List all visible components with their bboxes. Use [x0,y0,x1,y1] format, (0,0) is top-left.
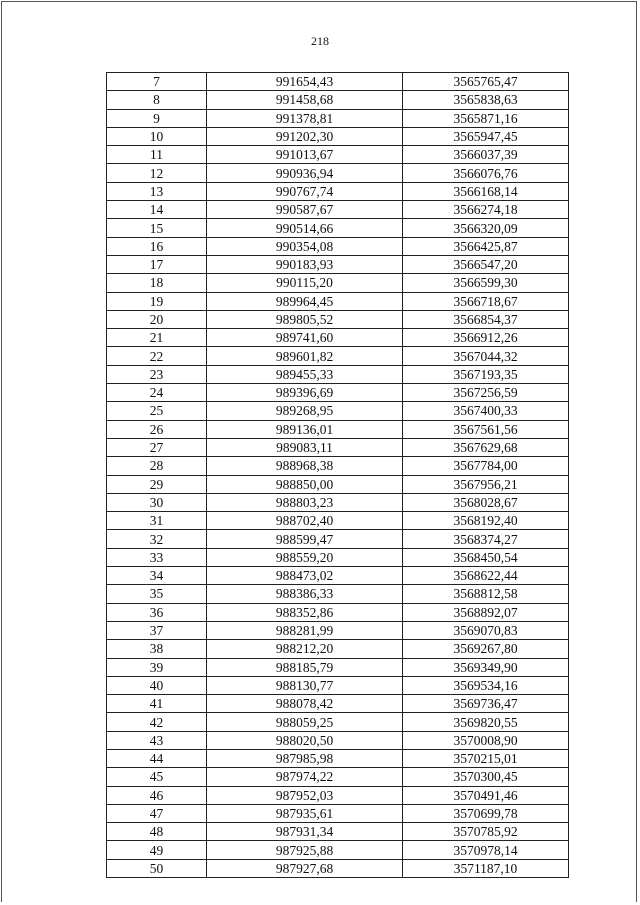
point-number-cell: 8 [107,91,207,109]
table-row [107,109,569,127]
table-row [107,475,569,493]
coordinates-table [106,72,569,878]
y-coordinate-cell: 3566037,39 [403,146,569,164]
table-row [107,310,569,328]
point-number-cell: 34 [107,567,207,585]
point-number-cell: 15 [107,219,207,237]
x-coordinate-cell: 989741,60 [207,329,403,347]
x-coordinate-cell: 988130,77 [207,676,403,694]
y-coordinate-cell: 3566168,14 [403,182,569,200]
point-number-cell: 23 [107,365,207,383]
table-row [107,402,569,420]
y-coordinate-cell: 3568192,40 [403,512,569,530]
point-number-cell: 26 [107,420,207,438]
y-coordinate-cell: 3569736,47 [403,695,569,713]
x-coordinate-cell: 989601,82 [207,347,403,365]
x-coordinate-cell: 988212,20 [207,640,403,658]
y-coordinate-cell: 3565765,47 [403,73,569,91]
point-number-cell: 41 [107,695,207,713]
y-coordinate-cell: 3569820,55 [403,713,569,731]
point-number-cell: 25 [107,402,207,420]
x-coordinate-cell: 987927,68 [207,859,403,877]
point-number-cell: 17 [107,255,207,273]
table-row [107,146,569,164]
y-coordinate-cell: 3565947,45 [403,127,569,145]
point-number-cell: 28 [107,457,207,475]
x-coordinate-cell: 990936,94 [207,164,403,182]
y-coordinate-cell: 3566599,30 [403,274,569,292]
y-coordinate-cell: 3567784,00 [403,457,569,475]
coordinates-table-body [107,73,569,878]
point-number-cell: 50 [107,859,207,877]
y-coordinate-cell: 3566076,76 [403,164,569,182]
y-coordinate-cell: 3571187,10 [403,859,569,877]
y-coordinate-cell: 3568450,54 [403,548,569,566]
point-number-cell: 35 [107,585,207,603]
x-coordinate-cell: 990115,20 [207,274,403,292]
point-number-cell: 37 [107,621,207,639]
x-coordinate-cell: 988185,79 [207,658,403,676]
point-number-cell: 31 [107,512,207,530]
y-coordinate-cell: 3568892,07 [403,603,569,621]
y-coordinate-cell: 3566912,26 [403,329,569,347]
x-coordinate-cell: 988702,40 [207,512,403,530]
table-row [107,91,569,109]
x-coordinate-cell: 990767,74 [207,182,403,200]
table-row [107,438,569,456]
table-row [107,365,569,383]
y-coordinate-cell: 3566854,37 [403,310,569,328]
y-coordinate-cell: 3569070,83 [403,621,569,639]
y-coordinate-cell: 3565838,63 [403,91,569,109]
table-row [107,512,569,530]
table-row [107,603,569,621]
point-number-cell: 10 [107,127,207,145]
x-coordinate-cell: 988559,20 [207,548,403,566]
table-row [107,255,569,273]
table-row [107,859,569,877]
table-row [107,823,569,841]
x-coordinate-cell: 987935,61 [207,804,403,822]
table-row [107,695,569,713]
table-row [107,530,569,548]
table-row [107,420,569,438]
x-coordinate-cell: 988968,38 [207,457,403,475]
x-coordinate-cell: 988020,50 [207,731,403,749]
x-coordinate-cell: 990354,08 [207,237,403,255]
table-row [107,768,569,786]
table-row [107,457,569,475]
x-coordinate-cell: 990183,93 [207,255,403,273]
point-number-cell: 11 [107,146,207,164]
point-number-cell: 12 [107,164,207,182]
x-coordinate-cell: 989455,33 [207,365,403,383]
y-coordinate-cell: 3570300,45 [403,768,569,786]
point-number-cell: 47 [107,804,207,822]
y-coordinate-cell: 3567193,35 [403,365,569,383]
point-number-cell: 24 [107,384,207,402]
table-row [107,621,569,639]
x-coordinate-cell: 991202,30 [207,127,403,145]
y-coordinate-cell: 3568028,67 [403,493,569,511]
point-number-cell: 43 [107,731,207,749]
x-coordinate-cell: 991458,68 [207,91,403,109]
point-number-cell: 18 [107,274,207,292]
point-number-cell: 7 [107,73,207,91]
table-row [107,731,569,749]
y-coordinate-cell: 3567956,21 [403,475,569,493]
point-number-cell: 21 [107,329,207,347]
x-coordinate-cell: 989964,45 [207,292,403,310]
x-coordinate-cell: 987974,22 [207,768,403,786]
point-number-cell: 36 [107,603,207,621]
x-coordinate-cell: 988850,00 [207,475,403,493]
table-row [107,164,569,182]
y-coordinate-cell: 3567256,59 [403,384,569,402]
table-row [107,749,569,767]
y-coordinate-cell: 3569267,80 [403,640,569,658]
x-coordinate-cell: 988386,33 [207,585,403,603]
x-coordinate-cell: 988078,42 [207,695,403,713]
x-coordinate-cell: 988599,47 [207,530,403,548]
y-coordinate-cell: 3566547,20 [403,255,569,273]
y-coordinate-cell: 3568812,58 [403,585,569,603]
y-coordinate-cell: 3569534,16 [403,676,569,694]
table-row [107,548,569,566]
table-row [107,73,569,91]
x-coordinate-cell: 987925,88 [207,841,403,859]
point-number-cell: 39 [107,658,207,676]
table-row [107,493,569,511]
point-number-cell: 13 [107,182,207,200]
table-row [107,658,569,676]
point-number-cell: 22 [107,347,207,365]
point-number-cell: 30 [107,493,207,511]
y-coordinate-cell: 3568374,27 [403,530,569,548]
table-row [107,585,569,603]
y-coordinate-cell: 3567561,56 [403,420,569,438]
table-row [107,219,569,237]
table-row [107,329,569,347]
y-coordinate-cell: 3570978,14 [403,841,569,859]
y-coordinate-cell: 3567400,33 [403,402,569,420]
y-coordinate-cell: 3570699,78 [403,804,569,822]
point-number-cell: 42 [107,713,207,731]
x-coordinate-cell: 987931,34 [207,823,403,841]
x-coordinate-cell: 988803,23 [207,493,403,511]
table-row [107,676,569,694]
point-number-cell: 9 [107,109,207,127]
point-number-cell: 45 [107,768,207,786]
table-row [107,347,569,365]
point-number-cell: 33 [107,548,207,566]
table-row [107,237,569,255]
y-coordinate-cell: 3566320,09 [403,219,569,237]
point-number-cell: 44 [107,749,207,767]
y-coordinate-cell: 3567044,32 [403,347,569,365]
point-number-cell: 27 [107,438,207,456]
x-coordinate-cell: 991654,43 [207,73,403,91]
x-coordinate-cell: 989805,52 [207,310,403,328]
x-coordinate-cell: 991013,67 [207,146,403,164]
x-coordinate-cell: 989396,69 [207,384,403,402]
y-coordinate-cell: 3570491,46 [403,786,569,804]
x-coordinate-cell: 989136,01 [207,420,403,438]
point-number-cell: 40 [107,676,207,694]
x-coordinate-cell: 987985,98 [207,749,403,767]
x-coordinate-cell: 991378,81 [207,109,403,127]
point-number-cell: 14 [107,201,207,219]
page-number: 218 [311,34,329,48]
point-number-cell: 49 [107,841,207,859]
y-coordinate-cell: 3567629,68 [403,438,569,456]
y-coordinate-cell: 3570215,01 [403,749,569,767]
y-coordinate-cell: 3569349,90 [403,658,569,676]
table-row [107,127,569,145]
x-coordinate-cell: 988059,25 [207,713,403,731]
table-row [107,292,569,310]
point-number-cell: 20 [107,310,207,328]
x-coordinate-cell: 990587,67 [207,201,403,219]
table-row [107,713,569,731]
x-coordinate-cell: 989083,11 [207,438,403,456]
x-coordinate-cell: 988281,99 [207,621,403,639]
y-coordinate-cell: 3568622,44 [403,567,569,585]
table-row [107,841,569,859]
x-coordinate-cell: 989268,95 [207,402,403,420]
y-coordinate-cell: 3570008,90 [403,731,569,749]
table-row [107,804,569,822]
point-number-cell: 38 [107,640,207,658]
y-coordinate-cell: 3566425,87 [403,237,569,255]
y-coordinate-cell: 3565871,16 [403,109,569,127]
table-row [107,640,569,658]
x-coordinate-cell: 988352,86 [207,603,403,621]
table-row [107,786,569,804]
table-row [107,274,569,292]
x-coordinate-cell: 988473,02 [207,567,403,585]
point-number-cell: 32 [107,530,207,548]
x-coordinate-cell: 990514,66 [207,219,403,237]
y-coordinate-cell: 3566718,67 [403,292,569,310]
point-number-cell: 48 [107,823,207,841]
point-number-cell: 19 [107,292,207,310]
table-row [107,384,569,402]
x-coordinate-cell: 987952,03 [207,786,403,804]
table-row [107,182,569,200]
point-number-cell: 16 [107,237,207,255]
y-coordinate-cell: 3570785,92 [403,823,569,841]
table-row [107,567,569,585]
point-number-cell: 29 [107,475,207,493]
point-number-cell: 46 [107,786,207,804]
table-row [107,201,569,219]
y-coordinate-cell: 3566274,18 [403,201,569,219]
